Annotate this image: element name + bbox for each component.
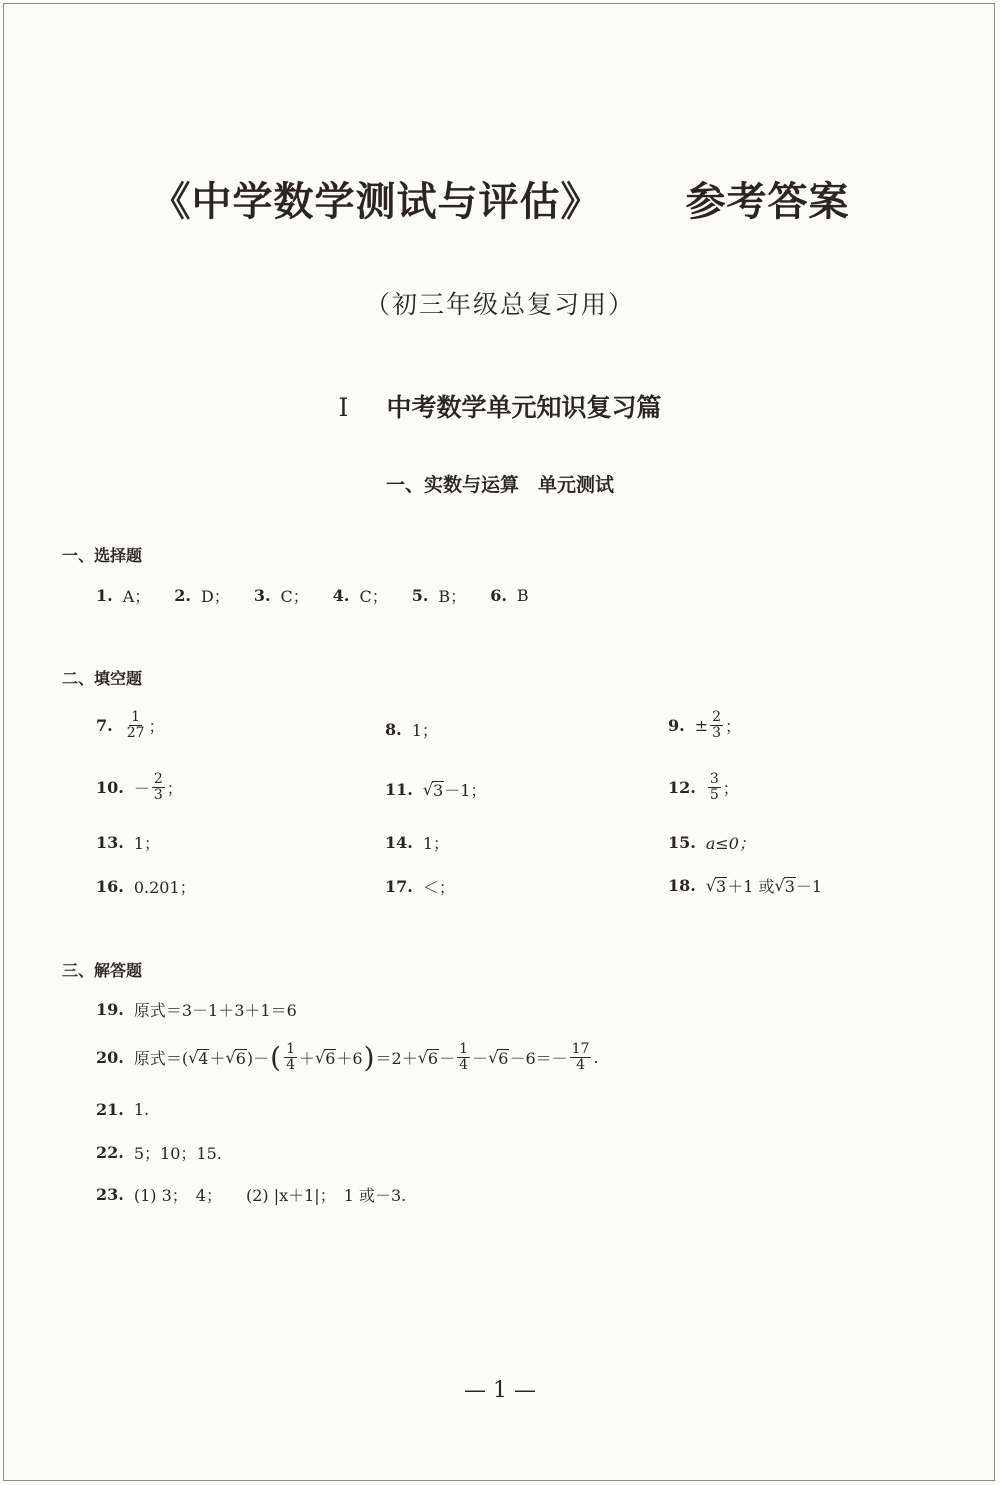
question-number: 23.	[96, 1185, 124, 1204]
radicand: 3	[784, 877, 795, 896]
square-root	[423, 780, 444, 799]
radical-icon: √	[774, 876, 785, 895]
radical-icon: √	[488, 1048, 499, 1067]
radicand: 3	[716, 877, 727, 896]
fill-answer-16	[96, 875, 196, 898]
choice-answer: C；	[280, 587, 309, 606]
numerator: 1	[131, 709, 141, 725]
sign: －	[133, 779, 150, 798]
solve-answer-21	[96, 1100, 149, 1119]
denominator: 4	[286, 1057, 295, 1073]
close-paren: )	[363, 1040, 375, 1074]
choice-num: 4.	[332, 586, 350, 605]
numerator: 1	[286, 1041, 295, 1057]
radical-icon: √	[315, 1048, 326, 1067]
square-root	[706, 876, 727, 895]
choice-num: 2.	[174, 586, 191, 605]
answer-tail: －1；	[444, 781, 487, 800]
square-root	[315, 1048, 336, 1067]
question-number: 9.	[668, 716, 685, 735]
answer-text: 5；10；15.	[133, 1144, 222, 1163]
document-subtitle: （初三年级总复习用）	[364, 290, 635, 319]
fraction	[152, 772, 165, 803]
fraction	[125, 710, 147, 741]
solve-answer-20	[96, 1042, 599, 1073]
answer-text: 原式＝3－1＋3＋1＝6	[133, 1001, 297, 1020]
answer-key-label: 参考答案	[685, 179, 850, 225]
question-number: 14.	[385, 833, 413, 852]
expr-part: ＝2＋	[375, 1049, 418, 1068]
square-root	[775, 876, 796, 895]
choice-answer: D；	[200, 587, 230, 606]
solve-answer-19	[96, 998, 297, 1021]
answer-tail: ；	[148, 717, 165, 736]
solve-answer-22	[96, 1141, 222, 1164]
answer-tail: ；	[725, 717, 742, 736]
answer-text: 1；	[411, 721, 438, 740]
fraction	[570, 1042, 592, 1073]
radical-icon: √	[422, 780, 434, 799]
question-number: 18.	[668, 876, 696, 895]
document-title	[0, 170, 1000, 227]
expr-part: ＋6	[336, 1049, 363, 1068]
radicand: 4	[198, 1049, 209, 1068]
fill-answer-18	[668, 874, 822, 897]
choice-num: 1.	[96, 586, 113, 605]
part-label: 中考数学单元知识复习篇	[386, 393, 662, 422]
fill-answer-8	[385, 718, 438, 741]
part-heading	[0, 388, 1000, 424]
fill-answer-9	[668, 710, 741, 741]
question-number: 12.	[668, 778, 696, 797]
open-paren: (	[270, 1040, 282, 1074]
expr-part: ＋	[299, 1049, 316, 1068]
choice-answers-row	[96, 584, 553, 607]
page-number: — 1 —	[464, 1378, 536, 1403]
expr-part: －	[472, 1049, 489, 1068]
answer-text: 1；	[422, 834, 450, 853]
question-number: 16.	[96, 877, 124, 896]
fill-answer-13	[96, 831, 160, 854]
choice-answer: B	[516, 586, 529, 605]
answer-tail: ；	[166, 779, 183, 798]
fill-answer-11	[385, 778, 486, 801]
denominator: 27	[126, 725, 145, 741]
answer-text: (1) 3； 4； (2) |x＋1|； 1 或－3.	[133, 1186, 407, 1205]
denominator: 4	[576, 1057, 586, 1073]
choice-answer: B；	[438, 587, 467, 606]
fill-answer-12	[668, 772, 739, 803]
square-root	[188, 1048, 209, 1067]
denominator: 3	[153, 787, 163, 803]
question-number: 20.	[96, 1048, 124, 1067]
radical-icon: √	[417, 1048, 428, 1067]
radicand: 6	[427, 1049, 439, 1068]
choice-answer: C；	[359, 587, 388, 606]
part-numeral: I	[338, 393, 349, 422]
radicand: 6	[325, 1049, 336, 1068]
numerator: 1	[459, 1041, 469, 1057]
answer-text: ＜；	[422, 878, 455, 897]
denominator: 5	[709, 787, 719, 803]
answer-text: a≤0；	[705, 834, 755, 853]
answer-text: 1.	[133, 1100, 150, 1119]
question-number: 7.	[96, 716, 113, 735]
expr-part: ＋	[209, 1049, 226, 1068]
expr-part: )－	[246, 1049, 270, 1068]
book-title: 《中学数学测试与评估》	[150, 179, 602, 225]
question-number: 11.	[385, 780, 413, 799]
radicand: 6	[235, 1049, 246, 1068]
solve-answer-23	[96, 1183, 406, 1206]
fill-answer-17	[385, 875, 455, 898]
fill-answer-10	[96, 772, 183, 803]
answer-text: 1；	[133, 834, 161, 853]
fraction	[708, 772, 721, 803]
question-number: 22.	[96, 1143, 124, 1162]
numerator: 3	[709, 771, 719, 787]
radical-icon: √	[705, 876, 717, 895]
question-number: 10.	[96, 778, 124, 797]
square-root	[488, 1048, 509, 1067]
choice-num: 5.	[411, 586, 429, 605]
denominator: 4	[459, 1057, 469, 1073]
unit-title: 一、实数与运算 单元测试	[385, 474, 614, 496]
square-root	[226, 1048, 247, 1067]
expr-part: 原式＝(	[133, 1049, 189, 1068]
radicand: 6	[498, 1049, 509, 1068]
radical-icon: √	[188, 1048, 199, 1067]
fraction	[457, 1042, 470, 1073]
expr-part: －	[439, 1049, 456, 1068]
numerator: 2	[712, 709, 722, 725]
square-root	[418, 1048, 439, 1067]
choice-num: 6.	[490, 586, 507, 605]
question-number: 8.	[385, 720, 402, 739]
radicand: 3	[433, 781, 444, 800]
question-number: 19.	[96, 1000, 124, 1019]
section-heading-choice: 一、选择题	[62, 546, 143, 565]
fill-answer-7	[96, 710, 165, 741]
answer-tail: －1	[795, 877, 823, 896]
choice-answer: A；	[122, 587, 151, 606]
numerator: 17	[571, 1041, 590, 1057]
expr-end: .	[593, 1048, 599, 1067]
question-number: 15.	[668, 833, 696, 852]
radical-icon: √	[225, 1048, 236, 1067]
answer-text: 0.201；	[133, 878, 196, 897]
question-number: 17.	[385, 877, 413, 896]
choice-num: 3.	[253, 586, 271, 605]
fraction	[284, 1042, 297, 1073]
fill-answer-14	[385, 831, 449, 854]
answer-tail: ；	[722, 779, 739, 798]
denominator: 3	[712, 725, 722, 741]
question-number: 13.	[96, 833, 124, 852]
answer-mid: ＋1 或	[727, 877, 775, 896]
sign: ±	[694, 716, 709, 735]
fraction	[710, 710, 723, 741]
fill-answer-15	[668, 831, 755, 854]
section-heading-solve: 三、解答题	[62, 961, 143, 980]
numerator: 2	[153, 771, 163, 787]
expr-part: －6＝－	[509, 1049, 568, 1068]
question-number: 21.	[96, 1100, 124, 1119]
section-heading-fill: 二、填空题	[62, 669, 143, 688]
